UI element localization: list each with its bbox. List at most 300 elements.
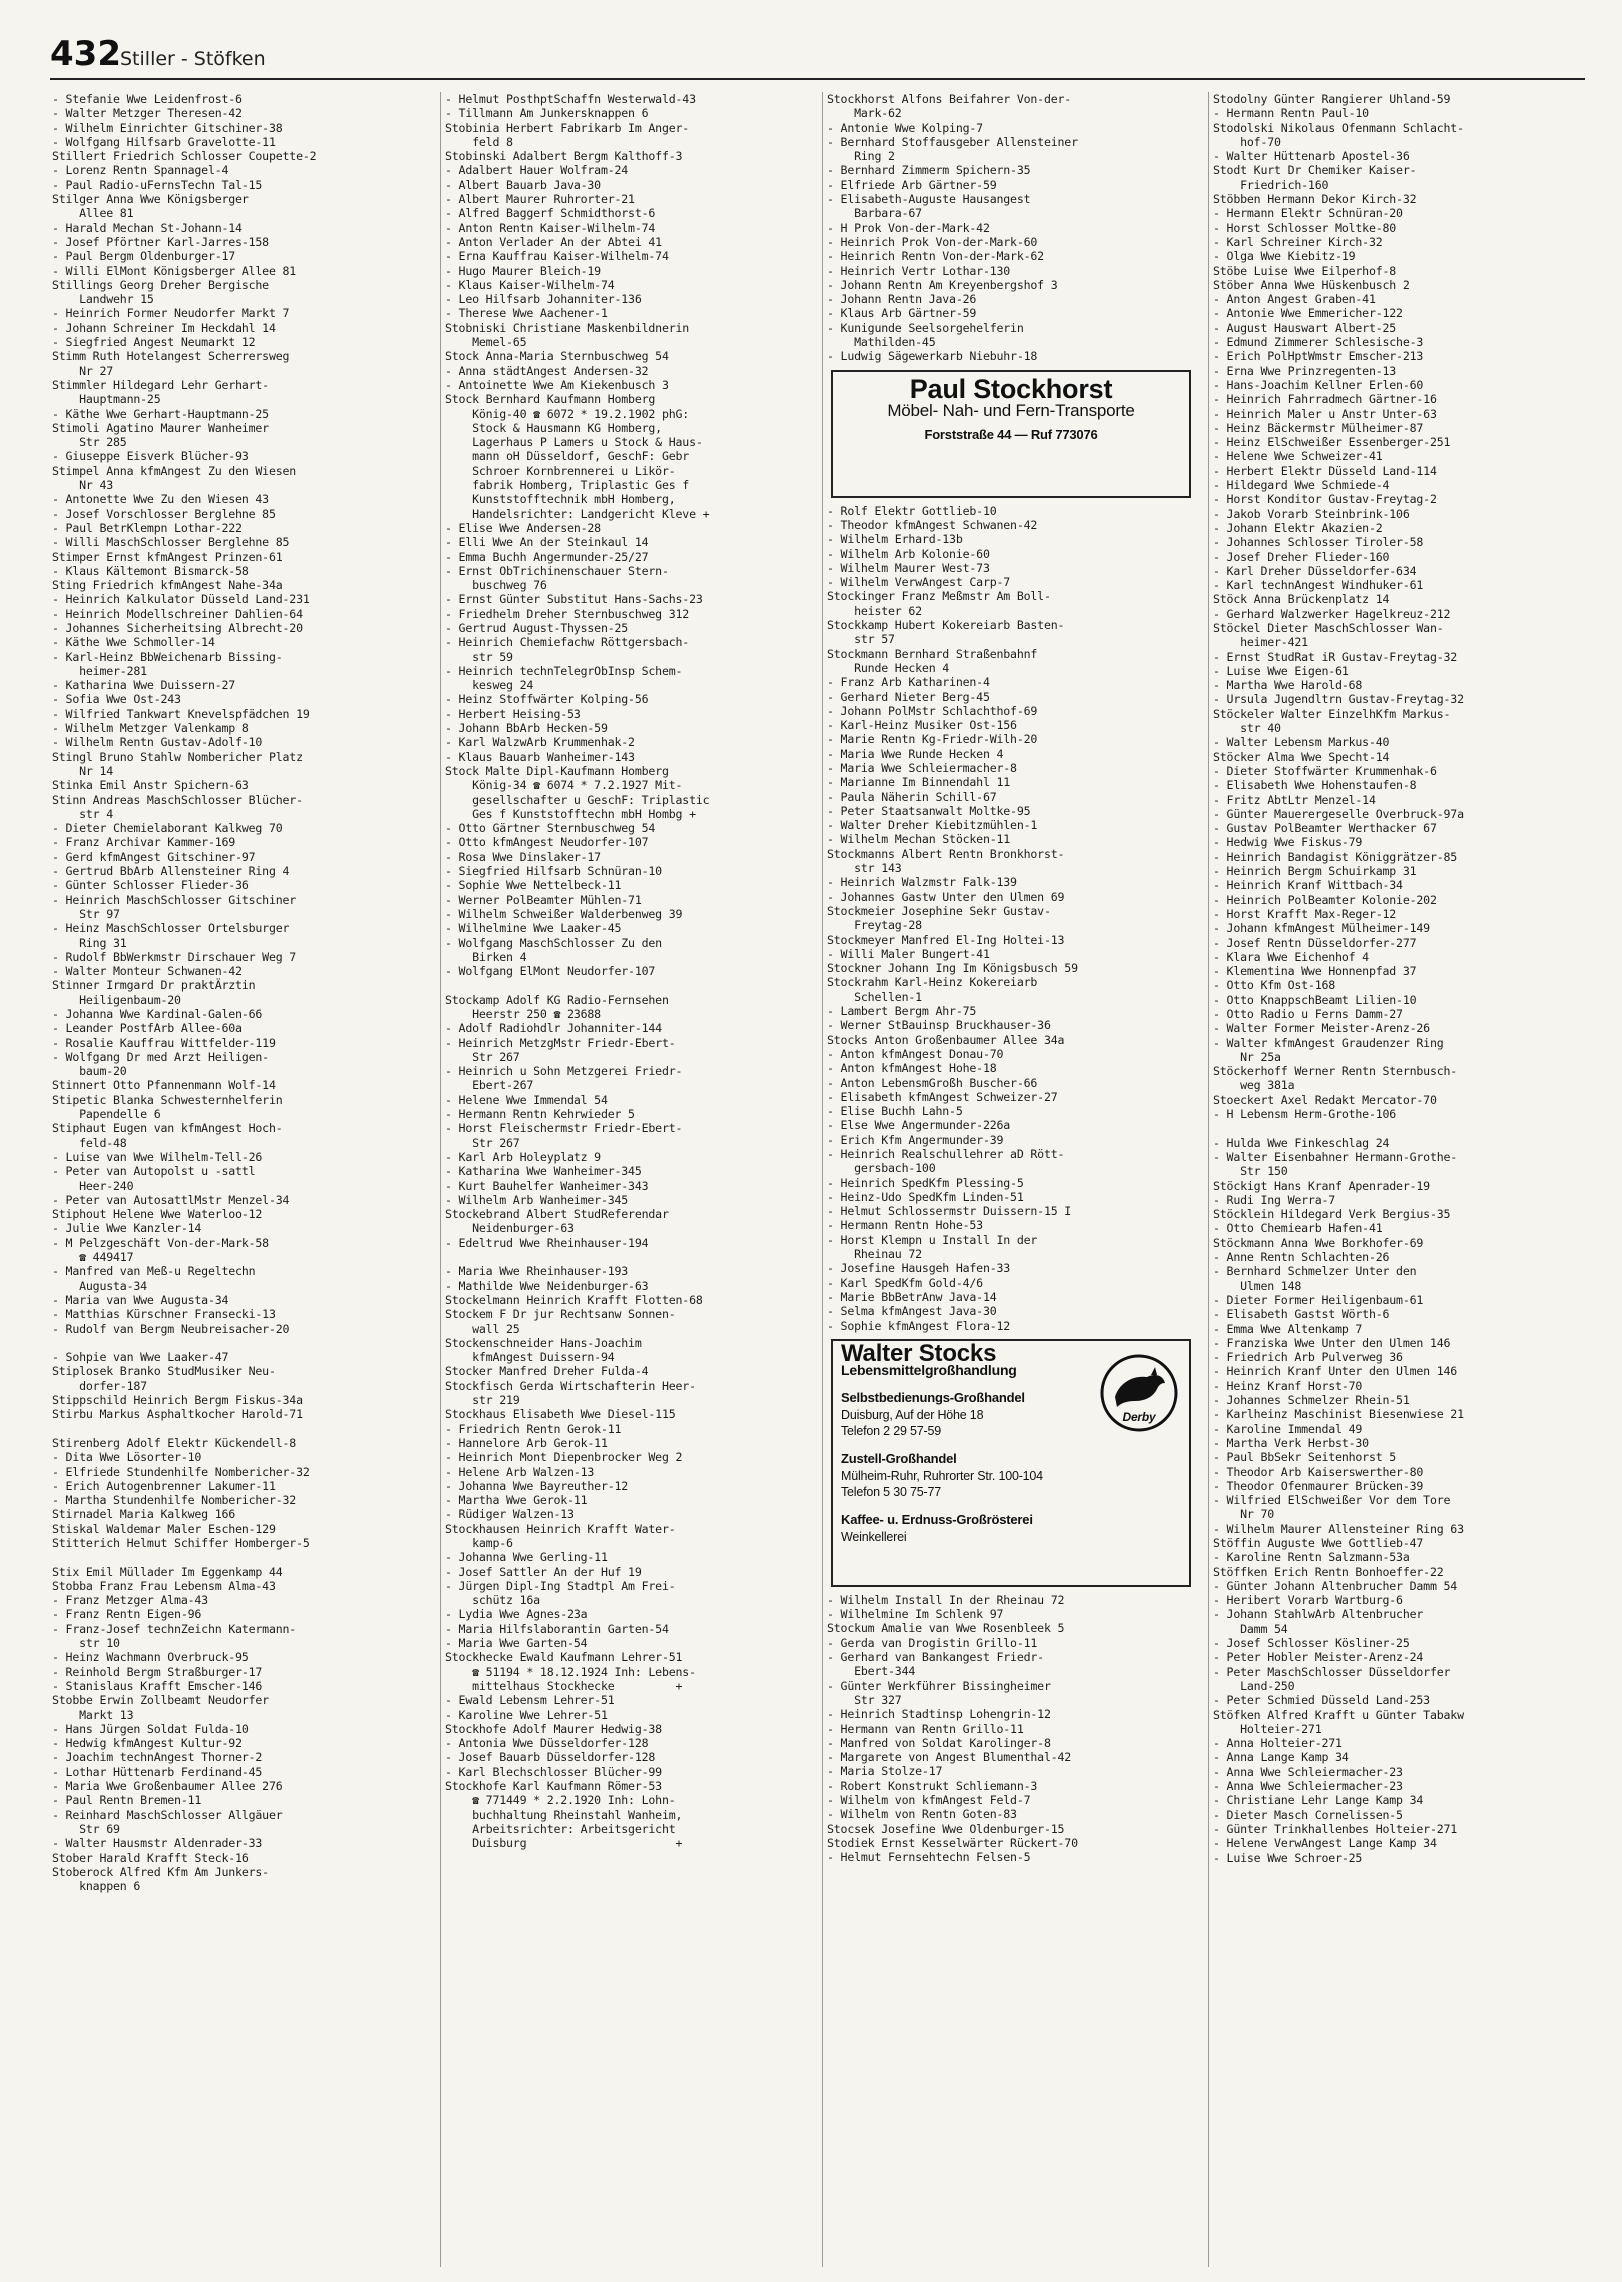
directory-entry: - Friedrich Arb Pulverweg 36 (1213, 1350, 1403, 1365)
derby-horse-logo-icon (1099, 1353, 1179, 1433)
directory-entry: - Therese Wwe Aachener-1 (445, 306, 608, 321)
directory-entry: - Heinrich MetzgMstr Friedr-Ebert- (445, 1035, 676, 1050)
directory-entry: - Otto Gärtner Sternbuschweg 54 (445, 821, 656, 836)
directory-entry: - Heribert Vorarb Wartburg-6 (1213, 1593, 1403, 1608)
directory-entry: - Albert Maurer Ruhrorter-21 (445, 192, 635, 207)
directory-entry: - Wilhelmine Wwe Laaker-45 (445, 921, 622, 936)
directory-entry: - Johannes Sicherheitsing Albrecht-20 (52, 620, 303, 635)
directory-entry: Stippschild Heinrich Bergm Fiskus-34a (52, 1393, 303, 1408)
directory-entry: - Martha Wwe Harold-68 (1213, 678, 1363, 693)
directory-entry: Heer-240 (52, 1178, 134, 1193)
directory-entry: - Luise Wwe Eigen-61 (1213, 663, 1349, 678)
ad-logo-text: Derby (1122, 1409, 1156, 1424)
directory-entry: - Lambert Bergm Ahr-75 (827, 1004, 977, 1019)
directory-entry: - Franz-Josef technZeichn Katermann- (52, 1621, 297, 1636)
directory-entry: Allee 81 (52, 206, 134, 221)
directory-entry: - Horst Fleischermstr Friedr-Ebert- (445, 1121, 683, 1136)
directory-entry: - Dieter Masch Cornelissen-5 (1213, 1807, 1403, 1822)
directory-entry: Str 97 (52, 906, 120, 921)
directory-entry: - Karl SpedKfm Gold-4/6 (827, 1275, 983, 1290)
directory-entry: - Otto Kfm Ost-168 (1213, 978, 1336, 993)
directory-entry: - Wilhelmine Im Schlenk 97 (827, 1607, 1004, 1622)
directory-entry: Stilger Anna Wwe Königsberger (52, 192, 249, 207)
directory-entry: - M Pelzgeschäft Von-der-Mark-58 (52, 1235, 269, 1250)
directory-entry: Schellen-1 (827, 989, 922, 1004)
directory-entry: - Johannes Gastw Unter den Ulmen 69 (827, 889, 1065, 904)
directory-entry: König-40 ☎ 6072 * 19.2.1902 phG: (445, 406, 690, 421)
directory-entry: - Maria Wwe Großenbaumer Allee 276 (52, 1779, 283, 1794)
directory-entry: - Käthe Wwe Gerhart-Hauptmann-25 (52, 406, 269, 421)
directory-entry: Birken 4 (445, 949, 527, 964)
directory-entry: - Elisabeth-Auguste Hausangest (827, 192, 1031, 207)
directory-entry: - Heinz MaschSchlosser Ortelsburger (52, 921, 290, 936)
directory-entry: - Gertrud August-Thyssen-25 (445, 620, 629, 635)
directory-entry: Hauptmann-25 (52, 392, 161, 407)
directory-entry: heimer-281 (52, 663, 147, 678)
directory-entry: Nr 25a (1213, 1049, 1281, 1064)
directory-entry: Stodolny Günter Rangierer Uhland-59 (1213, 92, 1451, 106)
directory-entry: - Hedwig Wwe Fiskus-79 (1213, 835, 1363, 850)
directory-entry: - Wolfgang Dr med Arzt Heiligen- (52, 1049, 269, 1064)
directory-entry: ☎ 449417 (52, 1250, 134, 1265)
directory-entry: - Gerda van Drogistin Grillo-11 (827, 1635, 1038, 1650)
directory-entry: - Heinrich Realschullehrer aD Rött- (827, 1147, 1065, 1161)
directory-entry: - Marie Rentn Kg-Friedr-Wilh-20 (827, 732, 1038, 747)
directory-entry: - Paula Näherin Schill-67 (827, 789, 997, 804)
directory-entry: - Wilhelm Arb Kolonie-60 (827, 546, 990, 561)
directory-entry: - Albert Bauarb Java-30 (445, 177, 601, 192)
directory-entry: - Karoline Rentn Salzmann-53a (1213, 1550, 1410, 1565)
directory-entry: - Ernst StudRat iR Gustav-Freytag-32 (1213, 649, 1458, 664)
directory-entry: Stober Harald Krafft Steck-16 (52, 1850, 249, 1865)
directory-entry: - Fritz AbtLtr Menzel-14 (1213, 792, 1376, 807)
directory-entry: - Walter Eisenbahner Hermann-Grothe- (1213, 1149, 1458, 1164)
directory-entry: König-34 ☎ 6074 * 7.2.1927 Mit- (445, 778, 683, 793)
directory-entry: - Olga Wwe Kiebitz-19 (1213, 249, 1356, 264)
directory-entry: - Elfriede Stundenhilfe Nombericher-32 (52, 1464, 310, 1479)
page-name-range: Stiller - Stöfken (120, 48, 266, 70)
directory-entry: Stöbben Hermann Dekor Kirch-32 (1213, 192, 1417, 207)
directory-entry: mittelhaus Stockhecke + (445, 1678, 683, 1693)
ad-section-line: Telefon 2 29 57-59 (841, 1424, 941, 1439)
directory-entry: - Heinrich Walzmstr Falk-139 (827, 875, 1017, 890)
directory-entry: - Anton kfmAngest Hohe-18 (827, 1061, 997, 1076)
directory-entry: - Heinz ElSchweißer Essenberger-251 (1213, 435, 1451, 450)
directory-entry: - Martha Stundenhilfe Nombericher-32 (52, 1493, 297, 1508)
directory-entry: Stöcker Alma Wwe Specht-14 (1213, 749, 1390, 764)
directory-entry: - Rüdiger Walzen-13 (445, 1507, 574, 1522)
directory-entry: - Ludwig Sägewerkarb Niebuhr-18 (827, 349, 1038, 364)
directory-entry: - Gertrud BbArb Allensteiner Ring 4 (52, 864, 290, 879)
directory-entry: Nr 70 (1213, 1507, 1275, 1522)
directory-entry: - Heinz Wachmann Overbruck-95 (52, 1650, 249, 1665)
directory-entry: Stirbu Markus Asphaltkocher Harold-71 (52, 1407, 303, 1422)
directory-entry: str 143 (827, 861, 902, 876)
directory-entry: - Emma Wwe Altenkamp 7 (1213, 1321, 1363, 1336)
directory-entry: Stöckel Dieter MaschSchlosser Wan- (1213, 620, 1444, 635)
directory-entry: - Ernst Günter Substitut Hans-Sachs-23 (445, 592, 703, 607)
directory-entry: Stoeckert Axel Redakt Mercator-70 (1213, 1092, 1437, 1107)
directory-entry: - Josef Dreher Flieder-160 (1213, 549, 1390, 564)
directory-entry: - Dieter Stoffwärter Krummenhak-6 (1213, 763, 1437, 778)
directory-entry: Stöffken Erich Rentn Bonhoeffer-22 (1213, 1564, 1444, 1579)
directory-entry: - Johannes Schmelzer Rhein-51 (1213, 1393, 1410, 1408)
directory-entry: Ges f Kunststofftechn mbH Hombg + (445, 806, 696, 821)
directory-entry: - Edeltrud Wwe Rheinhauser-194 (445, 1235, 649, 1250)
directory-entry (445, 978, 815, 992)
directory-entry: - Heinrich u Sohn Metzgerei Friedr- (445, 1064, 683, 1079)
directory-entry: Holteier-271 (1213, 1721, 1322, 1736)
directory-entry (1213, 1121, 1583, 1135)
directory-entry: - Klaus Kaiser-Wilhelm-74 (445, 277, 615, 292)
directory-entry: - Herbert Elektr Düsseld Land-114 (1213, 463, 1437, 478)
directory-entry: Nr 27 (52, 363, 114, 378)
directory-entry: - Helmut Schlossermstr Duissern-15 I (827, 1204, 1072, 1219)
directory-entry: Stodiek Ernst Kesselwärter Rückert-70 (827, 1835, 1078, 1850)
directory-entry: - Peter van AutosattlMstr Menzel-34 (52, 1192, 290, 1207)
directory-entry: - Josef Rentn Düsseldorfer-277 (1213, 935, 1417, 950)
directory-entry: - Ewald Lebensm Lehrer-51 (445, 1693, 615, 1708)
directory-entry: Schroer Kornbrennerei u Likör- (445, 463, 676, 478)
directory-entry: - Katharina Wwe Duissern-27 (52, 678, 236, 693)
directory-entry: Str 327 (827, 1692, 902, 1707)
ad-subtitle: Möbel- Nah- und Fern-Transporte (887, 400, 1135, 420)
directory-entry: - Hildegard Wwe Schmiede-4 (1213, 478, 1390, 493)
directory-entry: - Werner PolBeamter Mühlen-71 (445, 892, 642, 907)
directory-entry: - Hans-Joachim Kellner Erlen-60 (1213, 377, 1424, 392)
page-header (50, 28, 1585, 80)
directory-entry: Stirenberg Adolf Elektr Kückendell-8 (52, 1435, 297, 1450)
directory-entry: - Joachim technAngest Thorner-2 (52, 1750, 263, 1765)
directory-entry: gersbach-100 (827, 1161, 936, 1176)
directory-entry: baum-20 (52, 1064, 127, 1079)
directory-entry: - Heinrich Mont Diepenbrocker Weg 2 (445, 1450, 683, 1465)
directory-entry: - Günter Mauerergeselle Overbruck-97a (1213, 806, 1464, 821)
directory-entry: - Josef Bauarb Düsseldorfer-128 (445, 1750, 656, 1765)
directory-entry: Stobinski Adalbert Bergm Kalthoff-3 (445, 149, 683, 164)
directory-entry: - Helene VerwAngest Lange Kamp 34 (1213, 1836, 1437, 1851)
directory-entry: Stodt Kurt Dr Chemiker Kaiser- (1213, 163, 1417, 178)
directory-entry: - Anna Wwe Schleiermacher-23 (1213, 1779, 1403, 1794)
directory-column-4 (1208, 92, 1583, 2267)
directory-entry: - Hermann Rentn Hohe-53 (827, 1218, 983, 1233)
directory-entry: - Wilhelm Maurer Allensteiner Ring 63 (1213, 1521, 1464, 1536)
directory-entry: - Hermann Elektr Schnüran-20 (1213, 206, 1403, 221)
directory-entry: kamp-6 (445, 1535, 513, 1550)
directory-entry: Stiskal Waldemar Maler Eschen-129 (52, 1521, 276, 1536)
directory-entry: Mark-62 (827, 106, 902, 121)
directory-entry: Memel-65 (445, 335, 527, 350)
directory-entry: Stockmann Bernhard Straßenbahnf (827, 646, 1038, 661)
directory-entry: - Maria Hilfslaborantin Garten-54 (445, 1621, 669, 1636)
directory-entry: str 40 (1213, 721, 1281, 736)
directory-entry: - Gerhard van Bankangest Friedr- (827, 1650, 1044, 1665)
directory-entry: - Christiane Lehr Lange Kamp 34 (1213, 1793, 1424, 1808)
directory-entry: Stockebrand Albert StudReferendar (445, 1207, 669, 1222)
directory-entry: knappen 6 (52, 1879, 141, 1894)
directory-entry: Duisburg + (445, 1836, 683, 1851)
directory-entry: - Erich PolHptWmstr Emscher-213 (1213, 349, 1424, 364)
ad-title: Paul Stockhorst (909, 373, 1113, 404)
ad-section-heading: Zustell-Großhandel (841, 1451, 957, 1467)
directory-entry: - Horst Krafft Max-Reger-12 (1213, 906, 1397, 921)
directory-entry: - Heinz Stoffwärter Kolping-56 (445, 692, 649, 707)
directory-entry: - Heinrich PolBeamter Kolonie-202 (1213, 892, 1437, 907)
directory-entry: - Anna Lange Kamp 34 (1213, 1750, 1349, 1765)
directory-entry: - Siegfried Hilfsarb Schnüran-10 (445, 864, 662, 879)
directory-entry: - Heinz Bäckermstr Mülheimer-87 (1213, 420, 1424, 435)
directory-entry: - Herbert Heising-53 (445, 706, 581, 721)
directory-entry (52, 1550, 422, 1564)
directory-entry: - Heinz Kranf Horst-70 (1213, 1378, 1363, 1393)
directory-entry: - Emma Buchh Angermunder-25/27 (445, 549, 649, 564)
directory-entry: - Walter Metzger Theresen-42 (52, 106, 242, 121)
directory-entry: - Josef Sattler An der Huf 19 (445, 1564, 642, 1579)
directory-entry: - Else Wwe Angermunder-226a (827, 1118, 1011, 1133)
directory-entry: - Helene Arb Walzen-13 (445, 1464, 595, 1479)
directory-entry: - Johanna Wwe Gerling-11 (445, 1550, 608, 1565)
directory-entry: - Wilhelm von kfmAngest Feld-7 (827, 1793, 1031, 1808)
directory-entry: - Johann Elektr Akazien-2 (1213, 520, 1383, 535)
directory-entry: - Friedrich Rentn Gerok-11 (445, 1421, 622, 1436)
directory-entry: - Heinrich SpedKfm Plessing-5 (827, 1175, 1024, 1190)
directory-entry: Freytag-28 (827, 918, 922, 933)
directory-entry: - Günter Johann Altenbrucher Damm 54 (1213, 1578, 1458, 1593)
directory-entry: Barbara-67 (827, 206, 922, 221)
directory-entry: - Antonie Wwe Emmericher-122 (1213, 306, 1403, 321)
directory-entry: - Maria Wwe Runde Hecken 4 (827, 746, 1004, 761)
directory-entry: - Theodor kfmAngest Schwanen-42 (827, 517, 1038, 532)
directory-entry: - Kurt Bauhelfer Wanheimer-343 (445, 1178, 649, 1193)
directory-entry: Heiligenbaum-20 (52, 992, 181, 1007)
directory-entry: - Hannelore Arb Gerok-11 (445, 1435, 608, 1450)
directory-entry: Stimpel Anna kfmAngest Zu den Wiesen (52, 463, 297, 478)
directory-entry: - Paul BbSekr Seitenhorst 5 (1213, 1450, 1397, 1465)
directory-entry: - Wilhelm Rentn Gustav-Adolf-10 (52, 735, 263, 750)
directory-entry: - Wilhelm Arb Wanheimer-345 (445, 1192, 629, 1207)
directory-entry: Stimmler Hildegard Lehr Gerhart- (52, 377, 269, 392)
directory-entry: ☎ 771449 * 2.2.1920 Inh: Lohn- (445, 1793, 676, 1808)
directory-entry: - Elisabeth Wwe Hohenstaufen-8 (1213, 778, 1417, 793)
directory-entry: - Leander PostfArb Allee-60a (52, 1021, 242, 1036)
directory-entry: - Wilfried ElSchweißer Vor dem Tore (1213, 1493, 1451, 1508)
directory-entry: - Ursula Jugendltrn Gustav-Freytag-32 (1213, 692, 1464, 707)
directory-entry: - Lorenz Rentn Spannagel-4 (52, 163, 229, 178)
directory-entry: - Johanna Wwe Bayreuther-12 (445, 1478, 629, 1493)
directory-entry: - Reinhold Bergm Straßburger-17 (52, 1664, 263, 1679)
directory-entry (52, 1336, 422, 1350)
directory-entry: - Friedhelm Dreher Sternbuschweg 312 (445, 606, 690, 621)
directory-entry (445, 1250, 815, 1264)
directory-entry: - Günter Werkführer Bissingheimer (827, 1678, 1051, 1693)
directory-entry: Stöckigt Hans Kranf Apenrader-19 (1213, 1178, 1430, 1193)
directory-entry: - Hedwig kfmAngest Kultur-92 (52, 1736, 242, 1751)
directory-entry: weg 381a (1213, 1078, 1295, 1093)
directory-entry: Sting Friedrich kfmAngest Nahe-34a (52, 578, 283, 593)
directory-entry: - Edmund Zimmerer Schlesische-3 (1213, 335, 1424, 350)
directory-entry: - Wolfgang MaschSchlosser Zu den (445, 935, 662, 950)
directory-entry: Stillings Georg Dreher Bergische (52, 277, 269, 292)
directory-entry: - Adolf Radiohdlr Johanniter-144 (445, 1021, 662, 1036)
directory-entry: kfmAngest Duissern-94 (445, 1350, 615, 1365)
directory-entry: - Josefine Hausgeh Hafen-33 (827, 1261, 1011, 1276)
directory-entry: - Elisabeth kfmAngest Schweizer-27 (827, 1089, 1058, 1104)
directory-entry: - Gerd kfmAngest Gitschiner-97 (52, 849, 256, 864)
directory-entry: - Werner StBauinsp Bruckhauser-36 (827, 1018, 1051, 1033)
directory-entry: Stöckmann Anna Wwe Borkhofer-69 (1213, 1235, 1424, 1250)
directory-entry: Stockhecke Ewald Kaufmann Lehrer-51 (445, 1650, 683, 1665)
entry-list-3b (827, 504, 1197, 1333)
directory-entry: Stingl Bruno Stahlw Nombericher Platz (52, 749, 303, 764)
directory-entry: - Jürgen Dipl-Ing Stadtpl Am Frei- (445, 1578, 676, 1593)
directory-entry: Stobbe Erwin Zollbeamt Neudorfer (52, 1693, 269, 1708)
directory-entry: - Josef Pförtner Karl-Jarres-158 (52, 234, 269, 249)
directory-entry: - Wilhelm Metzger Valenkamp 8 (52, 721, 249, 736)
directory-entry: - Margarete von Angest Blumenthal-42 (827, 1750, 1072, 1765)
directory-entry: Stocsek Josefine Wwe Oldenburger-15 (827, 1821, 1065, 1836)
directory-entry: mann oH Düsseldorf, GeschF: Gebr (445, 449, 690, 464)
directory-entry: - H Prok Von-der-Mark-42 (827, 220, 990, 235)
directory-entry: Stockkamp Hubert Kokereiarb Basten- (827, 618, 1065, 633)
directory-entry: - Horst Schlosser Moltke-80 (1213, 220, 1397, 235)
ad-section-line: Weinkellerei (841, 1529, 907, 1544)
directory-entry: Neidenburger-63 (445, 1221, 574, 1236)
directory-entry: Stöfken Alfred Krafft u Günter Tabakw (1213, 1707, 1464, 1722)
directory-entry: - Martha Verk Herbst-30 (1213, 1435, 1369, 1450)
directory-entry: - Johanna Wwe Kardinal-Galen-66 (52, 1007, 263, 1021)
directory-entry: Land-250 (1213, 1678, 1295, 1693)
directory-entry: - Anton Angest Graben-41 (1213, 292, 1376, 307)
directory-entry: fabrik Homberg, Triplastic Ges f (445, 478, 690, 493)
directory-entry: Stockhofe Karl Kaufmann Römer-53 (445, 1779, 662, 1794)
directory-entry (52, 1422, 422, 1436)
directory-entry: - Hans Jürgen Soldat Fulda-10 (52, 1721, 249, 1736)
directory-entry: - Anna Holteier-271 (1213, 1736, 1342, 1751)
directory-entry: - Paul BetrKlempn Lothar-222 (52, 520, 242, 535)
directory-entry: - Heinrich Modellschreiner Dahlien-64 (52, 606, 303, 621)
directory-entry: buschweg 76 (445, 578, 547, 593)
ad-address: Forststraße 44 — Ruf 773076 (924, 427, 1098, 443)
directory-entry: - Heinrich Kranf Unter den Ulmen 146 (1213, 1364, 1458, 1379)
directory-entry: Stöbe Luise Wwe Eilperhof-8 (1213, 263, 1397, 278)
directory-entry: - Hermann Rentn Paul-10 (1213, 106, 1369, 121)
directory-entry: heimer-421 (1213, 635, 1308, 650)
directory-entry: Nr 14 (52, 763, 114, 778)
directory-entry: - Johann PolMstr Schlachthof-69 (827, 703, 1038, 718)
directory-entry: Stocks Anton Großenbaumer Allee 34a (827, 1032, 1065, 1047)
directory-entry: - Wilhelm Schweißer Walderbenweg 39 (445, 906, 683, 921)
directory-entry: - Klaus Bauarb Wanheimer-143 (445, 749, 635, 764)
directory-entry: Stockhorst Alfons Beifahrer Von-der- (827, 92, 1072, 106)
directory-entry: Stimper Ernst kfmAngest Prinzen-61 (52, 549, 283, 564)
directory-entry: - Franz Rentn Eigen-96 (52, 1607, 202, 1622)
directory-entry: - Tillmann Am Junkersknappen 6 (445, 106, 649, 121)
directory-entry: - Klara Wwe Eichenhof 4 (1213, 949, 1369, 964)
directory-entry: - Johann StahlwArb Altenbrucher (1213, 1607, 1424, 1622)
directory-entry: Str 285 (52, 435, 127, 450)
directory-entry: - Heinrich technTelegrObInsp Schem- (445, 663, 683, 678)
directory-entry: - Elli Wwe An der Steinkaul 14 (445, 535, 649, 550)
directory-entry: Stöck Anna Brückenplatz 14 (1213, 592, 1390, 607)
directory-entry: - Heinrich Bandagist Königgrätzer-85 (1213, 849, 1458, 864)
directory-entry: Friedrich-160 (1213, 177, 1329, 192)
directory-entry: Runde Hecken 4 (827, 660, 950, 675)
directory-entry: - Anton Rentn Kaiser-Wilhelm-74 (445, 220, 656, 235)
directory-entry: - Marie BbBetrAnw Java-14 (827, 1289, 997, 1304)
directory-entry: Stockmeier Josephine Sekr Gustav- (827, 903, 1051, 918)
directory-entry: Stockenschneider Hans-Joachim (445, 1335, 642, 1350)
directory-entry: Str 69 (52, 1821, 120, 1836)
directory-entry: feld 8 (445, 134, 513, 149)
directory-entry: - Franz Archivar Kammer-169 (52, 835, 236, 850)
directory-entry: str 4 (52, 806, 114, 821)
directory-entry: - Helmut Fernsehtechn Felsen-5 (827, 1850, 1031, 1865)
directory-entry: Stix Emil Müllader Im Eggenkamp 44 (52, 1564, 283, 1579)
directory-entry: - Karl Dreher Düsseldorfer-634 (1213, 563, 1417, 578)
directory-entry: - Heinrich Vertr Lothar-130 (827, 263, 1011, 278)
directory-entry: - Antonette Wwe Zu den Wiesen 43 (52, 492, 269, 507)
directory-entry: Stinner Irmgard Dr praktÄrztin (52, 978, 256, 993)
directory-entry: - Antonia Wwe Düsseldorfer-128 (445, 1736, 649, 1751)
directory-entry: - Otto KnappschBeamt Lilien-10 (1213, 992, 1417, 1007)
directory-entry: Stock & Hausmann KG Homberg, (445, 420, 662, 435)
directory-entry: - Martha Wwe Gerok-11 (445, 1493, 588, 1508)
directory-entry: - Gustav PolBeamter Werthacker 67 (1213, 821, 1437, 836)
directory-entry: - Dita Wwe Lösorter-10 (52, 1450, 202, 1465)
directory-entry: Ebert-344 (827, 1664, 916, 1679)
directory-entry: heister 62 (827, 603, 922, 618)
directory-entry: - Dieter Former Heiligenbaum-61 (1213, 1292, 1424, 1307)
directory-entry: Stiphaut Eugen van kfmAngest Hoch- (52, 1121, 283, 1136)
directory-entry: - Klaus Kältemont Bismarck-58 (52, 563, 249, 578)
directory-entry: Stockrahm Karl-Heinz Kokereiarb (827, 975, 1038, 990)
directory-entry: Stockamp Adolf KG Radio-Fernsehen (445, 992, 669, 1007)
directory-entry: - Elisabeth Gastst Wörth-6 (1213, 1307, 1390, 1322)
directory-entry: - Karl Schreiner Kirch-32 (1213, 234, 1383, 249)
directory-entry: Stockum Amalie van Wwe Rosenbleek 5 (827, 1621, 1065, 1636)
directory-entry: Ring 31 (52, 935, 127, 950)
directory-entry: - Karl Arb Holeyplatz 9 (445, 1149, 601, 1164)
directory-entry: Stimoli Agatino Maurer Wanheimer (52, 420, 269, 435)
directory-entry: - Karoline Wwe Lehrer-51 (445, 1707, 608, 1722)
directory-entry: Damm 54 (1213, 1621, 1288, 1636)
directory-entry: - Helene Wwe Schweizer-41 (1213, 449, 1383, 464)
directory-entry: Stillert Friedrich Schlosser Coupette-2 (52, 149, 317, 164)
directory-entry: - Karoline Immendal 49 (1213, 1421, 1363, 1436)
directory-entry: feld-48 (52, 1135, 127, 1150)
directory-entry: Handelsrichter: Landgericht Kleve + (445, 506, 710, 521)
directory-column-1 (52, 92, 422, 2267)
directory-entry: Stöckerhoff Werner Rentn Sternbusch- (1213, 1064, 1458, 1079)
directory-entry: Stockhausen Heinrich Krafft Water- (445, 1521, 676, 1536)
directory-entry: Stobinia Herbert Fabrikarb Im Anger- (445, 120, 690, 135)
directory-entry: Stock Anna-Maria Sternbuschweg 54 (445, 349, 669, 364)
directory-entry: - Reinhard MaschSchlosser Allgäuer (52, 1807, 283, 1822)
ad-title: Walter Stocks (841, 1339, 997, 1367)
directory-entry: Stinka Emil Anstr Spichern-63 (52, 778, 249, 793)
directory-entry: - Helene Wwe Immendal 54 (445, 1092, 608, 1107)
directory-entry: - Theodor Ofenmaurer Brücken-39 (1213, 1478, 1424, 1493)
directory-entry: Lagerhaus P Lamers u Stock & Haus- (445, 435, 703, 450)
directory-entry: - Lydia Wwe Agnes-23a (445, 1607, 588, 1622)
directory-entry: Stockmanns Albert Rentn Bronkhorst- (827, 846, 1065, 861)
advertisement-stocks (831, 1339, 1191, 1587)
directory-entry: - Sofia Wwe Ost-243 (52, 692, 181, 707)
directory-entry: - Gerhard Walzwerker Hagelkreuz-212 (1213, 606, 1451, 621)
directory-entry: - Ernst ObTrichinenschauer Stern- (445, 563, 669, 578)
directory-entry: - Elfriede Arb Gärtner-59 (827, 177, 997, 192)
directory-entry: - Bernhard Zimmerm Spichern-35 (827, 163, 1031, 178)
